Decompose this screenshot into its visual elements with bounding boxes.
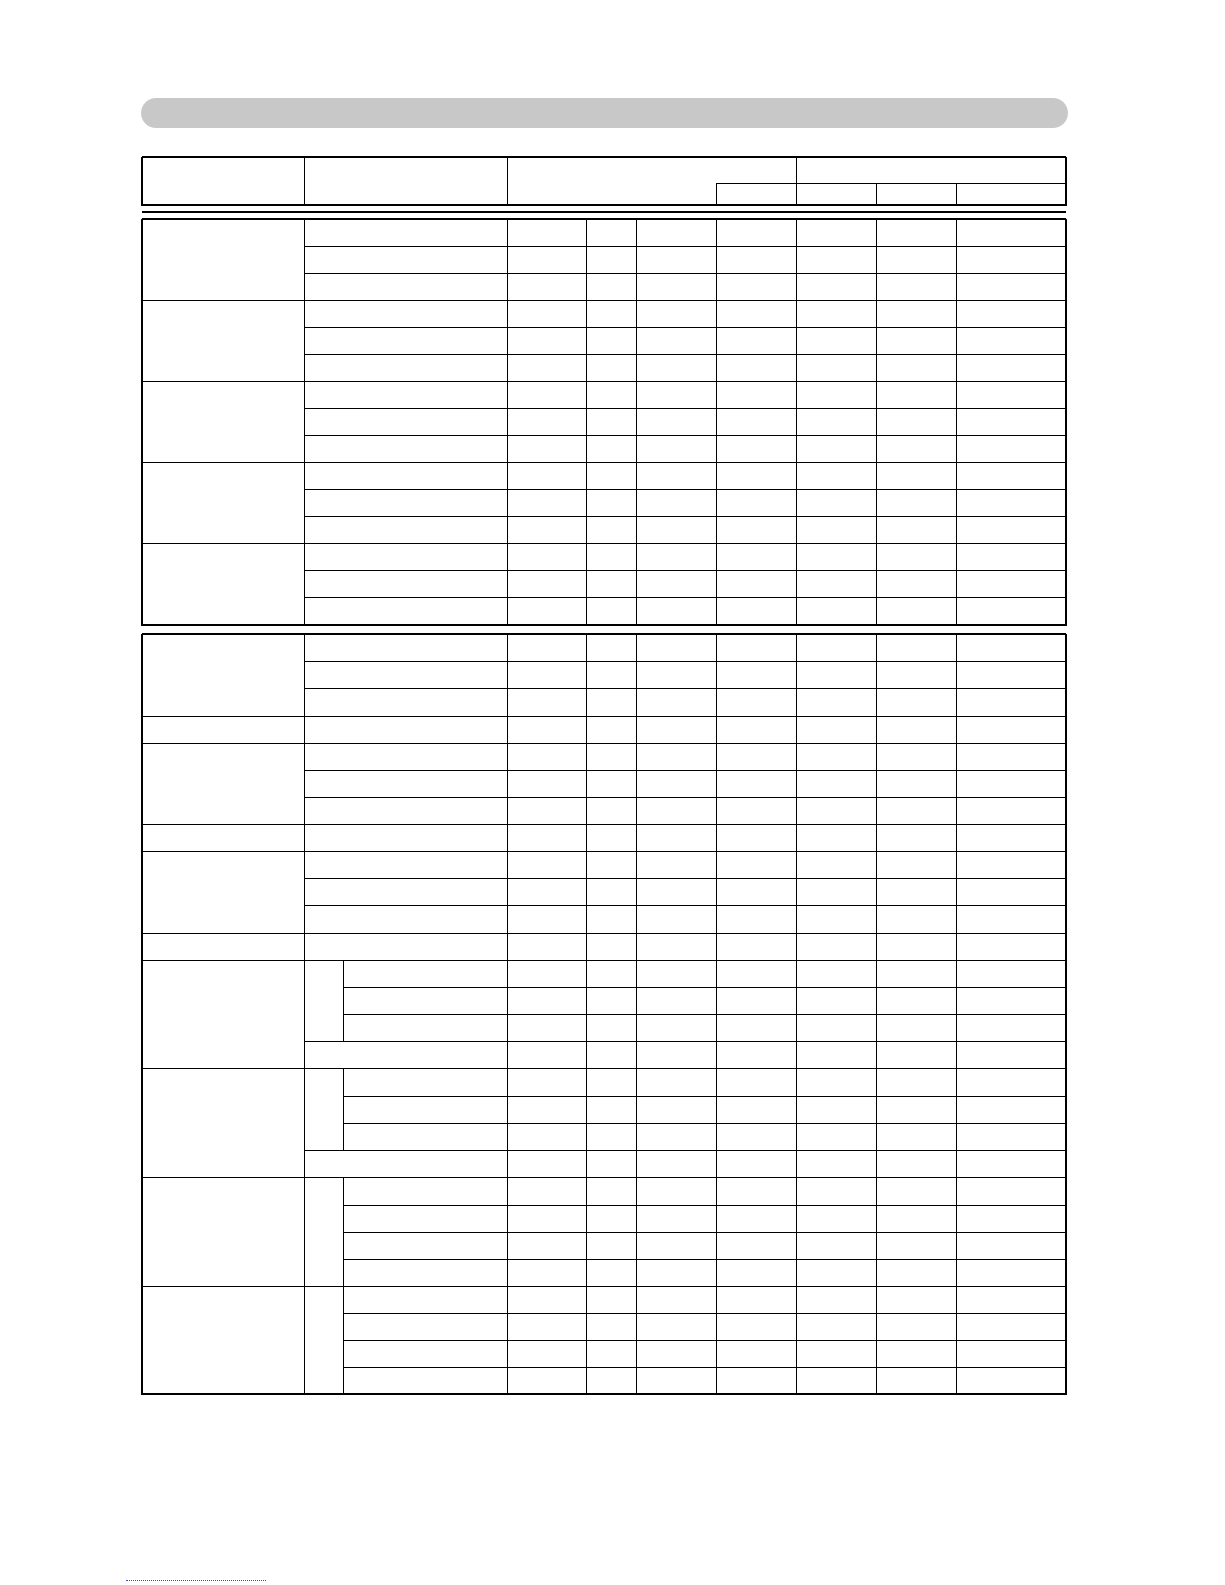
row-divider xyxy=(343,1259,1066,1260)
row-divider xyxy=(304,597,1066,598)
header-double-rule xyxy=(142,211,1066,213)
section-right-border xyxy=(1065,219,1067,626)
header-subdivider xyxy=(796,183,1066,184)
header-column-divider xyxy=(304,157,305,206)
header-column-divider xyxy=(796,157,797,206)
column-divider xyxy=(586,219,587,626)
group-divider xyxy=(142,543,1066,544)
row-divider xyxy=(343,1232,1066,1233)
row-divider xyxy=(304,905,1066,906)
header-right-border xyxy=(1065,157,1067,206)
label-column-divider xyxy=(304,634,305,1395)
group-divider xyxy=(142,851,1066,852)
header-column-divider xyxy=(876,183,877,206)
row-divider xyxy=(343,1014,1066,1015)
header-bottom-border xyxy=(142,204,1066,206)
row-divider xyxy=(304,878,1066,879)
header-top-border xyxy=(142,156,1066,158)
section-bottom-border xyxy=(142,624,1066,626)
section-top-border xyxy=(142,633,1066,635)
footer-rule xyxy=(126,1580,266,1581)
row-divider xyxy=(304,408,1066,409)
group-divider xyxy=(142,743,1066,744)
column-divider xyxy=(796,219,797,626)
row-divider xyxy=(304,661,1066,662)
group-divider xyxy=(142,824,1066,825)
row-divider xyxy=(304,246,1066,247)
group-divider xyxy=(142,1286,1066,1287)
row-divider xyxy=(304,688,1066,689)
group-divider xyxy=(142,381,1066,382)
group-divider xyxy=(142,933,1066,934)
header-column-divider xyxy=(716,183,717,206)
row-divider xyxy=(343,1367,1066,1368)
column-divider xyxy=(716,219,717,626)
row-divider xyxy=(343,987,1066,988)
row-divider xyxy=(304,570,1066,571)
row-divider xyxy=(304,273,1066,274)
group-divider xyxy=(142,716,1066,717)
header-subdivider xyxy=(716,183,796,184)
sublabel-column-divider xyxy=(343,1068,344,1150)
row-divider xyxy=(304,1150,1066,1151)
row-divider xyxy=(304,770,1066,771)
header-column-divider xyxy=(507,157,508,206)
row-divider xyxy=(304,354,1066,355)
row-divider xyxy=(343,1123,1066,1124)
header-left-border xyxy=(141,157,143,206)
row-divider xyxy=(343,1205,1066,1206)
row-divider xyxy=(304,516,1066,517)
row-divider xyxy=(304,435,1066,436)
group-divider xyxy=(142,960,1066,961)
header-column-divider xyxy=(956,183,957,206)
sublabel-column-divider xyxy=(343,1177,344,1286)
row-divider xyxy=(343,1096,1066,1097)
row-divider xyxy=(304,797,1066,798)
group-divider xyxy=(142,1177,1066,1178)
column-divider xyxy=(876,219,877,626)
sublabel-column-divider xyxy=(343,960,344,1041)
row-divider xyxy=(304,489,1066,490)
section-top-border xyxy=(142,218,1066,220)
column-divider xyxy=(636,219,637,626)
group-divider xyxy=(142,462,1066,463)
label-column-divider xyxy=(304,219,305,626)
column-divider xyxy=(956,219,957,626)
section-left-border xyxy=(141,219,143,626)
row-divider xyxy=(304,327,1066,328)
group-divider xyxy=(142,1068,1066,1069)
section-bottom-border xyxy=(142,1393,1066,1395)
row-divider xyxy=(304,1041,1066,1042)
group-divider xyxy=(142,300,1066,301)
section-left-border xyxy=(141,634,143,1395)
row-divider xyxy=(343,1313,1066,1314)
row-divider xyxy=(343,1340,1066,1341)
sublabel-column-divider xyxy=(343,1286,344,1394)
column-divider xyxy=(507,219,508,626)
